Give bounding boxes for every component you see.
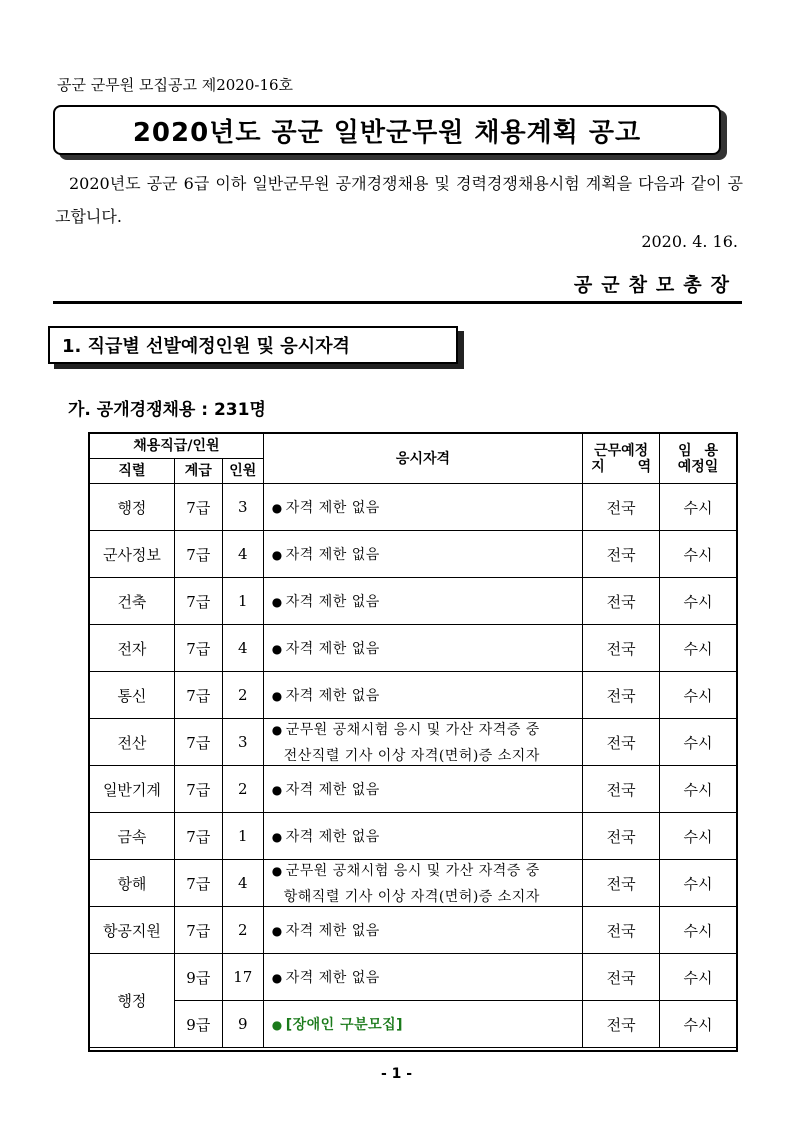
- cell-series: 행정: [90, 484, 175, 531]
- section-title: 1. 직급별 선발예정인원 및 응시자격: [62, 336, 350, 357]
- cell-region: 전국: [583, 954, 660, 1001]
- bullet-icon: ●: [271, 689, 283, 703]
- cell-series: 행정: [90, 954, 175, 1048]
- cell-count: 2: [222, 766, 263, 813]
- cell-count: 3: [222, 719, 263, 766]
- page-number: - 1 -: [380, 1066, 413, 1082]
- table-row: [90, 766, 737, 813]
- cell-grade: 9급: [174, 954, 222, 1001]
- bullet-icon: ●: [271, 864, 283, 878]
- table-row: [90, 672, 737, 719]
- bullet-icon: ●: [271, 723, 283, 737]
- cell-appointment: 수시: [660, 625, 737, 672]
- cell-count: 2: [222, 907, 263, 954]
- cell-appointment: 수시: [660, 672, 737, 719]
- cell-qualification: [263, 625, 582, 672]
- cell-count: 3: [222, 484, 263, 531]
- cell-region: 전국: [583, 578, 660, 625]
- bullet-icon: ●: [271, 971, 283, 985]
- cell-qualification: [263, 813, 582, 860]
- cell-series: 금속: [90, 813, 175, 860]
- cell-grade: 7급: [174, 766, 222, 813]
- cell-region: 전국: [583, 813, 660, 860]
- intro-paragraph: 2020년도 공군 6급 이하 일반군무원 공개경쟁채용 및 경력경쟁채용시험 계획을 다음과 같이 공고합니다.: [55, 174, 743, 226]
- cell-series: 통신: [90, 672, 175, 719]
- cell-appointment: 수시: [660, 813, 737, 860]
- bullet-icon: ●: [271, 595, 283, 609]
- header-grade: 계급: [174, 459, 222, 484]
- cell-series: 전자: [90, 625, 175, 672]
- cell-qualification: [263, 954, 582, 1001]
- cell-region: 전국: [583, 1001, 660, 1048]
- cell-count: 1: [222, 578, 263, 625]
- header-region-line1: 근무예정: [594, 442, 649, 459]
- bullet-icon: ●: [271, 924, 283, 938]
- header-appointment: [660, 434, 737, 484]
- section-banner: [48, 326, 458, 364]
- table-row: [90, 813, 737, 860]
- recruitment-table: [89, 433, 737, 1048]
- cell-grade: 7급: [174, 907, 222, 954]
- table-row: [90, 625, 737, 672]
- qualification-text: 자격 제한 없음: [285, 923, 380, 939]
- qualification-text: 자격 제한 없음: [285, 641, 380, 657]
- table-row: [90, 531, 737, 578]
- cell-qualification: [263, 672, 582, 719]
- table-row: [90, 1001, 737, 1048]
- qualification-text-line2: 전산직렬 기사 이상 자격(면허)증 소지자: [283, 748, 540, 764]
- bullet-icon: ●: [271, 1018, 283, 1032]
- qualification-text: 자격 제한 없음: [285, 500, 380, 516]
- cell-appointment: 수시: [660, 860, 737, 907]
- cell-qualification: [263, 860, 582, 907]
- announcement-date: 2020. 4. 16.: [641, 232, 738, 251]
- cell-qualification: [263, 484, 582, 531]
- cell-grade: 7급: [174, 484, 222, 531]
- bullet-icon: ●: [271, 830, 283, 844]
- cell-qualification: [263, 578, 582, 625]
- cell-qualification: [263, 531, 582, 578]
- qualification-text: 군무원 공채시험 응시 및 가산 자격증 중: [285, 722, 540, 738]
- table-row: [90, 484, 737, 531]
- cell-region: 전국: [583, 484, 660, 531]
- qualification-text: 군무원 공채시험 응시 및 가산 자격증 중: [285, 863, 540, 879]
- cell-grade: 7급: [174, 719, 222, 766]
- cell-count: 4: [222, 860, 263, 907]
- table-row: [90, 954, 737, 1001]
- table-row: [90, 719, 737, 766]
- bullet-icon: ●: [271, 783, 283, 797]
- bullet-icon: ●: [271, 501, 283, 515]
- cell-count: 2: [222, 672, 263, 719]
- cell-grade: 7급: [174, 531, 222, 578]
- cell-series: 항해: [90, 860, 175, 907]
- cell-region: 전국: [583, 907, 660, 954]
- cell-series: 일반기계: [90, 766, 175, 813]
- cell-region: 전국: [583, 531, 660, 578]
- bullet-icon: ●: [271, 642, 283, 656]
- qualification-text: 자격 제한 없음: [285, 547, 380, 563]
- header-appointment-line1: 임 용: [678, 442, 719, 459]
- cell-grade: 7급: [174, 672, 222, 719]
- header-appointment-line2: 예정일: [677, 458, 719, 475]
- header-region-line2: 지 역: [591, 458, 652, 475]
- cell-count: 17: [222, 954, 263, 1001]
- cell-qualification: [263, 907, 582, 954]
- cell-appointment: 수시: [660, 484, 737, 531]
- header-region: [583, 434, 660, 484]
- page-title: 2020년도 공군 일반군무원 채용계획 공고: [132, 117, 642, 148]
- cell-series: 항공지원: [90, 907, 175, 954]
- header-group: 채용직급/인원: [90, 434, 264, 459]
- cell-count: 4: [222, 625, 263, 672]
- cell-appointment: 수시: [660, 766, 737, 813]
- cell-appointment: 수시: [660, 531, 737, 578]
- cell-region: 전국: [583, 625, 660, 672]
- cell-appointment: 수시: [660, 954, 737, 1001]
- cell-qualification: [263, 766, 582, 813]
- subsection-title: 가. 공개경쟁채용 : 231명: [68, 400, 266, 420]
- bullet-icon: ●: [271, 548, 283, 562]
- cell-grade: 7급: [174, 578, 222, 625]
- cell-region: 전국: [583, 672, 660, 719]
- header-divider: [53, 301, 742, 304]
- cell-appointment: 수시: [660, 1001, 737, 1048]
- qualification-text: 자격 제한 없음: [285, 594, 380, 610]
- cell-region: 전국: [583, 719, 660, 766]
- cell-qualification: [263, 1001, 582, 1048]
- cell-qualification: [263, 719, 582, 766]
- header-series: 직렬: [90, 459, 175, 484]
- table-row: [90, 860, 737, 907]
- cell-grade: 7급: [174, 625, 222, 672]
- cell-region: 전국: [583, 860, 660, 907]
- cell-grade: 9급: [174, 1001, 222, 1048]
- cell-appointment: 수시: [660, 907, 737, 954]
- cell-count: 4: [222, 531, 263, 578]
- header-qualification: 응시자격: [263, 434, 582, 484]
- special-recruit-label: [장애인 구분모집]: [285, 1017, 404, 1033]
- cell-grade: 7급: [174, 813, 222, 860]
- notice-number: 공군 군무원 모집공고 제2020-16호: [57, 76, 294, 94]
- cell-count: 9: [222, 1001, 263, 1048]
- table-row: [90, 907, 737, 954]
- cell-region: 전국: [583, 766, 660, 813]
- qualification-text: 자격 제한 없음: [285, 970, 380, 986]
- cell-series: 전산: [90, 719, 175, 766]
- cell-count: 1: [222, 813, 263, 860]
- qualification-text-line2: 항해직렬 기사 이상 자격(면허)증 소지자: [283, 889, 540, 905]
- qualification-text: 자격 제한 없음: [285, 829, 380, 845]
- title-banner: [53, 105, 721, 155]
- qualification-text: 자격 제한 없음: [285, 688, 380, 704]
- cell-series: 군사정보: [90, 531, 175, 578]
- table-row: [90, 578, 737, 625]
- cell-grade: 7급: [174, 860, 222, 907]
- cell-appointment: 수시: [660, 719, 737, 766]
- cell-series: 건축: [90, 578, 175, 625]
- qualification-text: 자격 제한 없음: [285, 782, 380, 798]
- cell-appointment: 수시: [660, 578, 737, 625]
- issuer-name: 공군참모총장: [573, 274, 738, 296]
- header-count: 인원: [222, 459, 263, 484]
